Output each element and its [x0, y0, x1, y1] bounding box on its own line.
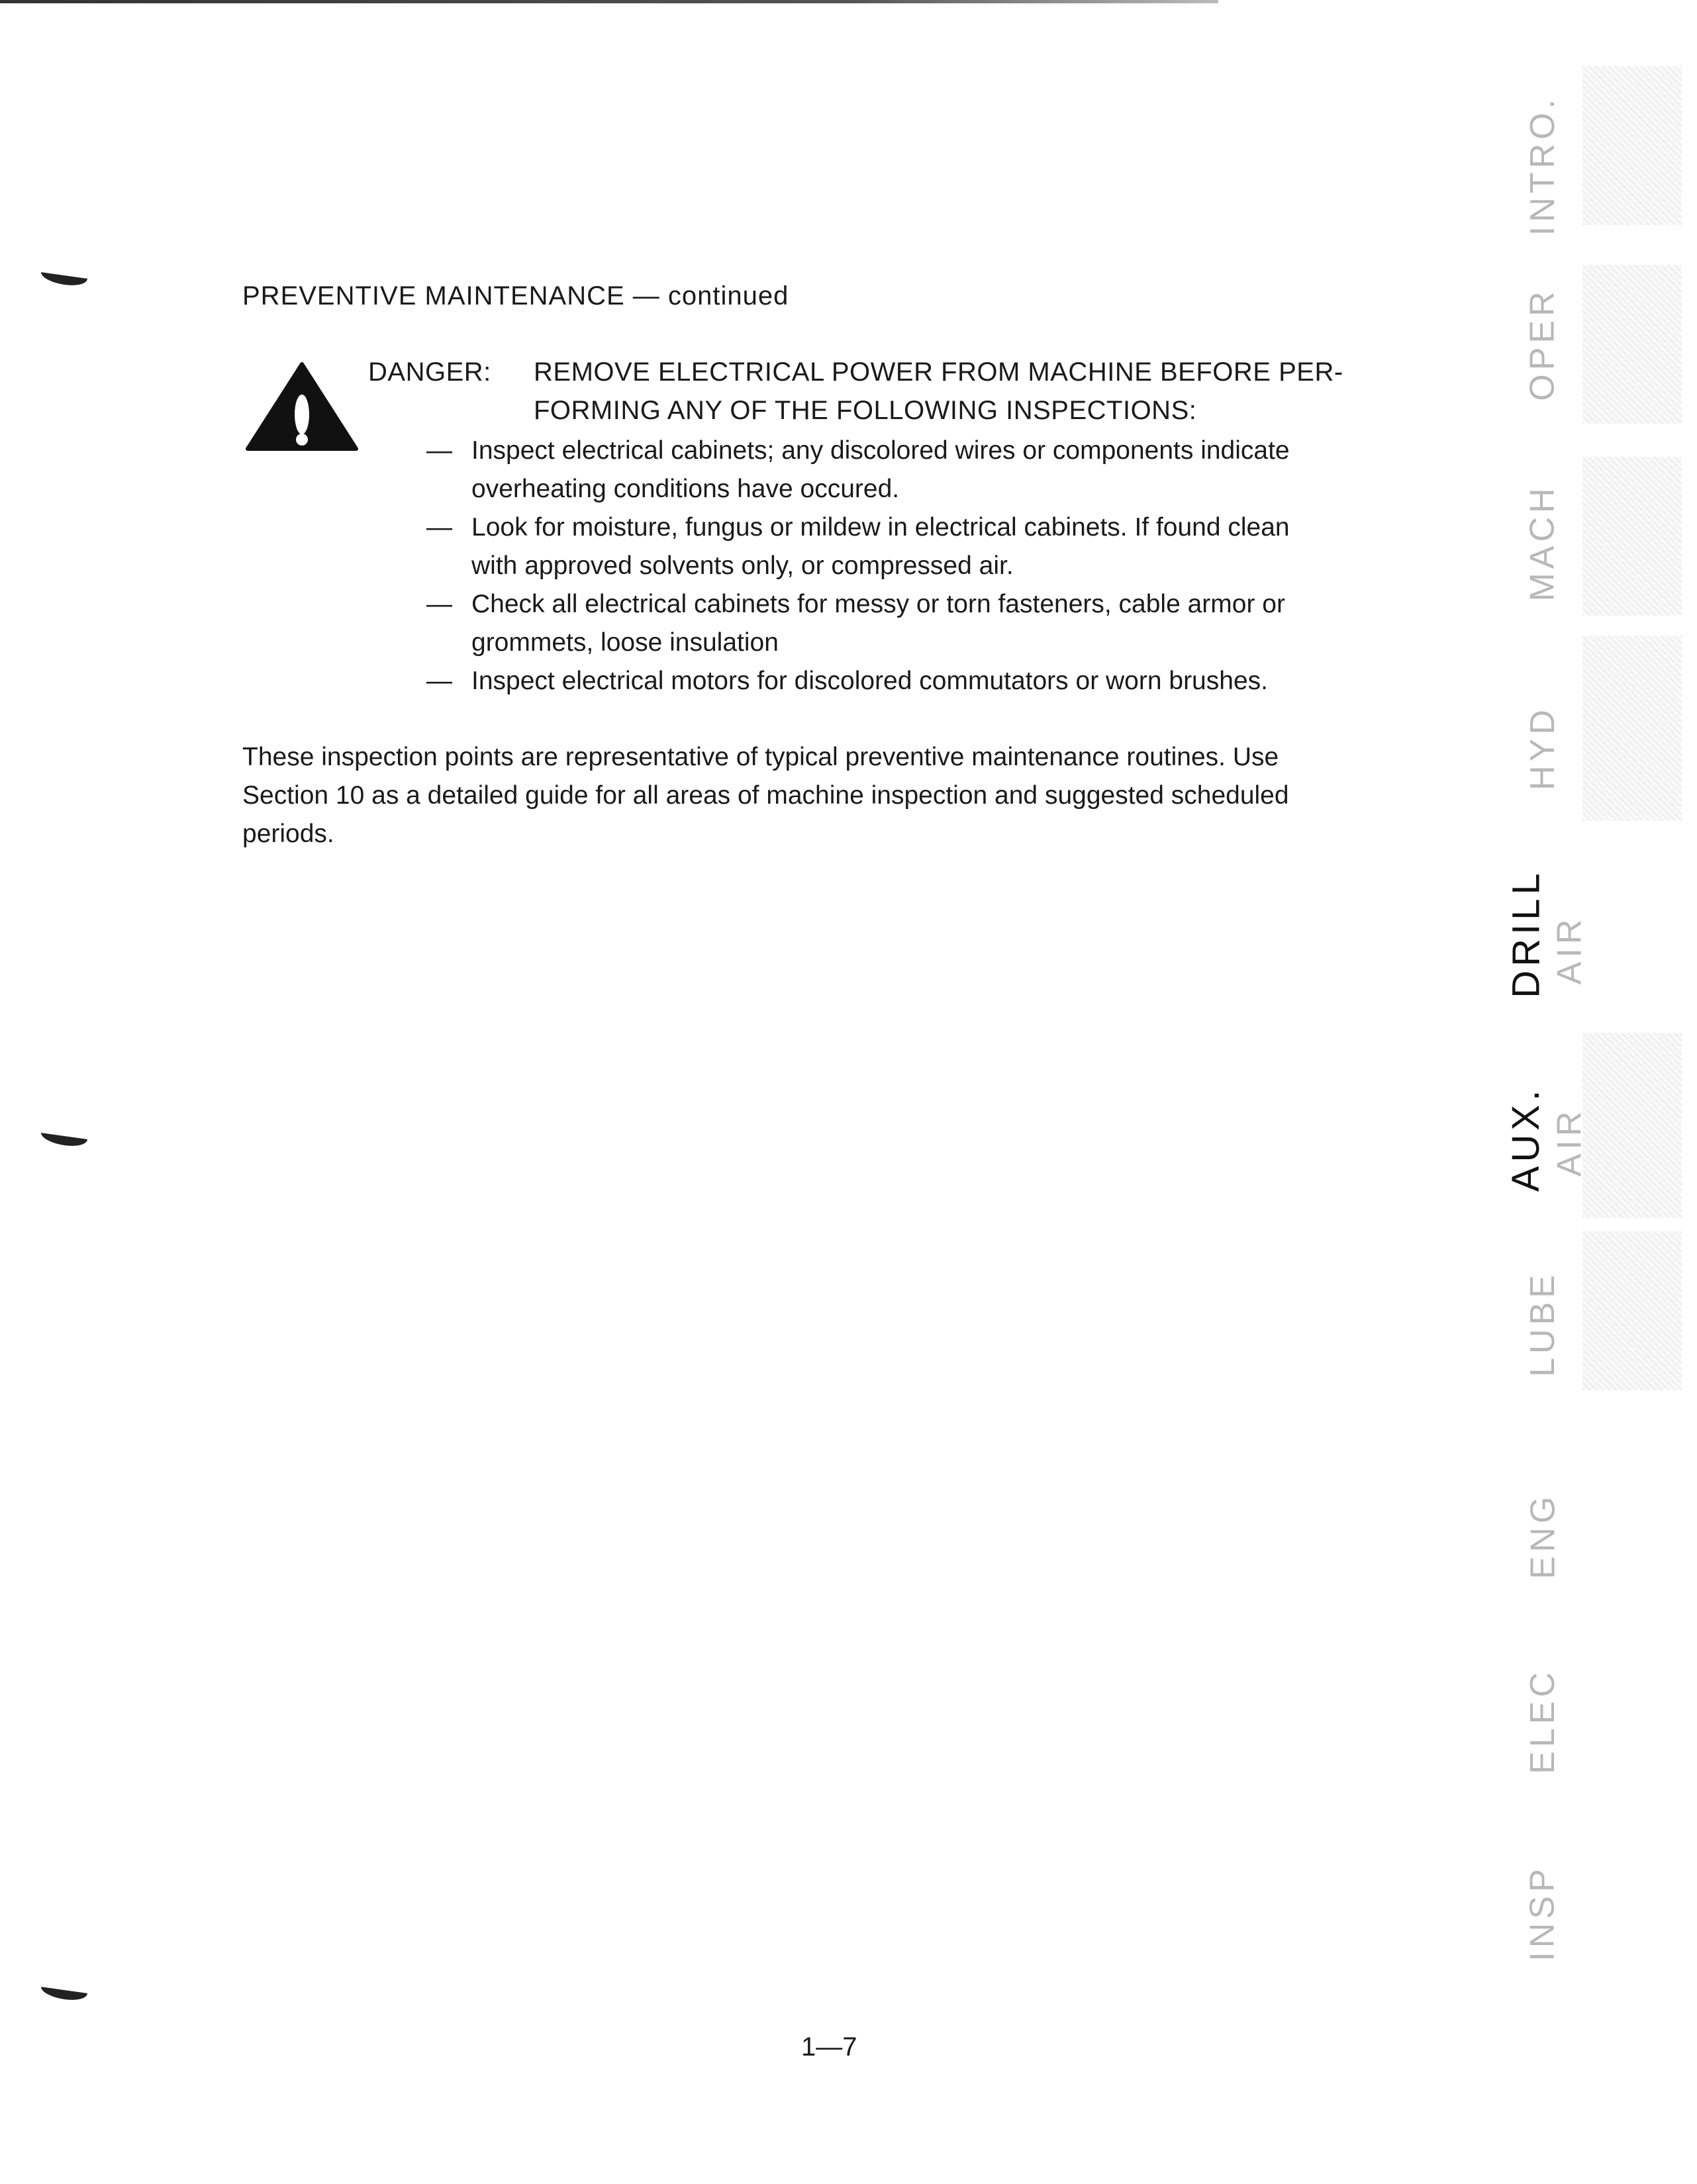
- tab-insp[interactable]: [1516, 1847, 1569, 1979]
- tab-label: AIR: [1550, 1107, 1588, 1177]
- binder-hole-mark: [41, 1987, 87, 2003]
- tab-intro[interactable]: [1516, 86, 1569, 245]
- tab-lube[interactable]: [1516, 1258, 1569, 1390]
- danger-label: DANGER:: [368, 357, 491, 387]
- danger-text-line2: FORMING ANY OF THE FOLLOWING INSPECTIONS:: [534, 396, 1197, 425]
- inspection-item-text: Inspect electrical cabinets; any discolored wires or components indicate overheating conditions have occured.: [471, 436, 1290, 503]
- list-dash: —: [426, 436, 452, 465]
- tab-label: MACH: [1524, 484, 1563, 602]
- page-number: 1—7: [801, 2032, 857, 2062]
- tab-drill-air[interactable]: [1543, 900, 1596, 1000]
- list-dash: —: [426, 667, 452, 695]
- tab-aux-air[interactable]: [1543, 1092, 1596, 1192]
- tab-label: HYD: [1524, 706, 1563, 790]
- tab-texture: [1582, 1033, 1682, 1218]
- tab-texture: [1582, 66, 1682, 225]
- inspection-item-text: Look for moisture, fungus or mildew in electrical cabinets. If found clean with approved solvents only, or compressed air.: [471, 513, 1290, 580]
- tab-label: AIR: [1550, 915, 1588, 985]
- tab-texture: [1582, 1231, 1682, 1390]
- tab-label: AUX.: [1504, 1086, 1548, 1192]
- tab-hyd[interactable]: [1516, 682, 1569, 814]
- tab-label: DRILL: [1504, 869, 1548, 998]
- binder-hole-mark: [41, 1133, 87, 1149]
- tab-mach[interactable]: [1516, 477, 1569, 609]
- tab-label: OPER: [1524, 287, 1562, 401]
- tab-oper[interactable]: [1516, 265, 1569, 424]
- body-paragraph: These inspection points are representative of typical preventive maintenance routines. Use Section 10 as a detailed guide for all areas of machine inspection and suggested scheduled periods.: [242, 743, 1289, 848]
- danger-notice-line1: [368, 357, 1343, 387]
- top-scan-rule: [0, 0, 1218, 3]
- tab-label: ENG: [1524, 1492, 1562, 1580]
- tab-label: ELEC: [1524, 1668, 1562, 1774]
- tab-elec[interactable]: [1516, 1655, 1569, 1787]
- inspection-item-text: Inspect electrical motors for discolored commutators or worn brushes.: [471, 667, 1268, 695]
- list-dash: —: [426, 590, 452, 618]
- binder-hole-mark: [41, 272, 87, 288]
- tab-label: INTRO.: [1524, 95, 1562, 236]
- tab-texture: [1582, 636, 1682, 821]
- tab-label: LUBE: [1524, 1271, 1562, 1377]
- tab-texture: [1582, 457, 1682, 616]
- tab-texture: [1582, 265, 1682, 424]
- tab-label: INSP: [1524, 1865, 1562, 1962]
- inspection-item-text: Check all electrical cabinets for messy or torn fasteners, cable armor or grommets, loose insulation: [471, 590, 1285, 657]
- section-heading: PREVENTIVE MAINTENANCE — continued: [242, 281, 789, 310]
- tab-eng[interactable]: [1516, 1470, 1569, 1602]
- danger-text-line1: REMOVE ELECTRICAL POWER FROM MACHINE BEFORE PER-: [534, 357, 1343, 387]
- warning-triangle-icon: [245, 361, 359, 454]
- list-dash: —: [426, 513, 452, 542]
